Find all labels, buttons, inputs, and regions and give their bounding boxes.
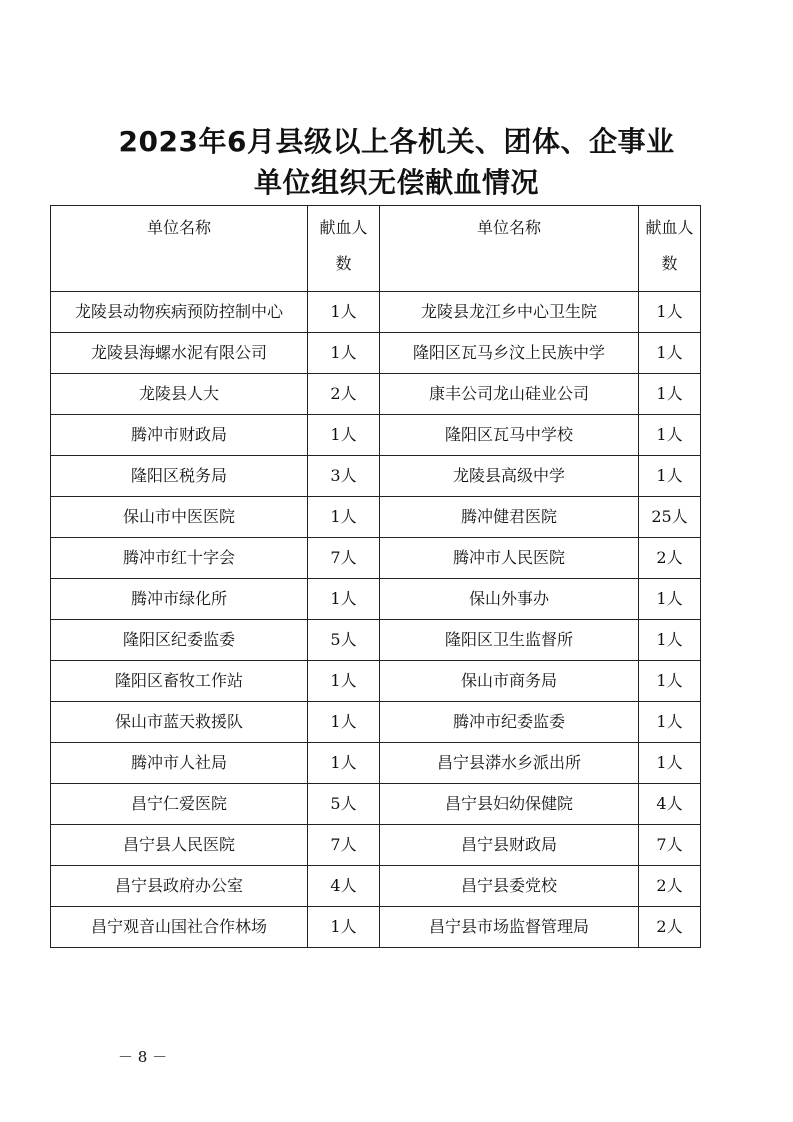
unit-name-left-cell: 昌宁观音山国社合作林场 <box>51 907 308 948</box>
donor-count-right-cell: 25人 <box>639 497 701 538</box>
donor-count-left-cell: 4人 <box>308 866 380 907</box>
donor-count-right-cell: 1人 <box>639 661 701 702</box>
donor-count-right-cell: 1人 <box>639 333 701 374</box>
table-row <box>51 292 701 333</box>
unit-name-right-cell: 昌宁县市场监督管理局 <box>380 907 639 948</box>
unit-name-left-cell: 保山市中医医院 <box>51 497 308 538</box>
unit-name-left-cell: 龙陵县人大 <box>51 374 308 415</box>
unit-name-left-cell: 昌宁县政府办公室 <box>51 866 308 907</box>
donor-count-right-cell: 1人 <box>639 374 701 415</box>
unit-name-right-cell: 昌宁县委党校 <box>380 866 639 907</box>
donor-count-right-cell: 7人 <box>639 825 701 866</box>
donor-count-right-cell: 1人 <box>639 702 701 743</box>
table-row <box>51 497 701 538</box>
unit-name-right-cell: 腾冲市人民医院 <box>380 538 639 579</box>
donor-count-left-cell: 1人 <box>308 907 380 948</box>
table-row <box>51 907 701 948</box>
unit-name-right-cell: 龙陵县高级中学 <box>380 456 639 497</box>
table-row <box>51 784 701 825</box>
donor-count-right-cell: 1人 <box>639 415 701 456</box>
table-row <box>51 620 701 661</box>
donor-count-left-cell: 7人 <box>308 825 380 866</box>
header-donor-count-left: 献血人数 <box>308 206 380 292</box>
donor-count-right-cell: 4人 <box>639 784 701 825</box>
table-row <box>51 866 701 907</box>
donor-count-left-cell: 1人 <box>308 661 380 702</box>
donor-count-left-cell: 5人 <box>308 620 380 661</box>
unit-name-right-cell: 龙陵县龙江乡中心卫生院 <box>380 292 639 333</box>
unit-name-right-cell: 昌宁县漭水乡派出所 <box>380 743 639 784</box>
donor-count-right-cell: 2人 <box>639 866 701 907</box>
donor-count-right-cell: 2人 <box>639 907 701 948</box>
donor-count-left-cell: 1人 <box>308 579 380 620</box>
page-number: － 8 － <box>118 1048 168 1066</box>
donor-count-left-cell: 1人 <box>308 292 380 333</box>
unit-name-left-cell: 隆阳区税务局 <box>51 456 308 497</box>
unit-name-left-cell: 腾冲市人社局 <box>51 743 308 784</box>
document-title-line-1: 2023年6月县级以上各机关、团体、企事业 <box>118 125 675 158</box>
header-unit-name-left: 单位名称 <box>51 206 308 292</box>
donor-count-left-cell: 1人 <box>308 497 380 538</box>
unit-name-right-cell: 康丰公司龙山硅业公司 <box>380 374 639 415</box>
donor-count-left-cell: 3人 <box>308 456 380 497</box>
table-row <box>51 743 701 784</box>
unit-name-left-cell: 昌宁县人民医院 <box>51 825 308 866</box>
unit-name-right-cell: 腾冲健君医院 <box>380 497 639 538</box>
unit-name-left-cell: 腾冲市红十字会 <box>51 538 308 579</box>
donor-count-right-cell: 1人 <box>639 579 701 620</box>
unit-name-left-cell: 隆阳区畜牧工作站 <box>51 661 308 702</box>
unit-name-right-cell: 腾冲市纪委监委 <box>380 702 639 743</box>
donor-count-left-cell: 5人 <box>308 784 380 825</box>
unit-name-right-cell: 昌宁县妇幼保健院 <box>380 784 639 825</box>
unit-name-right-cell: 隆阳区瓦马中学校 <box>380 415 639 456</box>
table-row <box>51 456 701 497</box>
donor-count-left-cell: 1人 <box>308 333 380 374</box>
donor-count-left-cell: 1人 <box>308 743 380 784</box>
donor-count-left-cell: 1人 <box>308 702 380 743</box>
header-donor-count-right: 献血人数 <box>639 206 701 292</box>
unit-name-left-cell: 腾冲市财政局 <box>51 415 308 456</box>
table-row <box>51 579 701 620</box>
donor-count-right-cell: 1人 <box>639 456 701 497</box>
unit-name-left-cell: 昌宁仁爱医院 <box>51 784 308 825</box>
unit-name-right-cell: 昌宁县财政局 <box>380 825 639 866</box>
document-title-line-2: 单位组织无偿献血情况 <box>253 166 539 199</box>
donor-count-left-cell: 1人 <box>308 415 380 456</box>
table-row <box>51 661 701 702</box>
unit-name-right-cell: 保山市商务局 <box>380 661 639 702</box>
donor-count-right-cell: 1人 <box>639 743 701 784</box>
blood-donation-table <box>50 205 701 948</box>
table-header-row <box>51 206 701 292</box>
table-row <box>51 415 701 456</box>
table-row <box>51 825 701 866</box>
unit-name-right-cell: 隆阳区卫生监督所 <box>380 620 639 661</box>
donor-count-right-cell: 1人 <box>639 292 701 333</box>
donor-count-left-cell: 2人 <box>308 374 380 415</box>
unit-name-right-cell: 隆阳区瓦马乡汶上民族中学 <box>380 333 639 374</box>
donor-count-right-cell: 1人 <box>639 620 701 661</box>
unit-name-right-cell: 保山外事办 <box>380 579 639 620</box>
unit-name-left-cell: 龙陵县动物疾病预防控制中心 <box>51 292 308 333</box>
table-row <box>51 374 701 415</box>
table-row <box>51 538 701 579</box>
donor-count-right-cell: 2人 <box>639 538 701 579</box>
unit-name-left-cell: 龙陵县海螺水泥有限公司 <box>51 333 308 374</box>
donor-count-left-cell: 7人 <box>308 538 380 579</box>
table-row <box>51 702 701 743</box>
unit-name-left-cell: 腾冲市绿化所 <box>51 579 308 620</box>
unit-name-left-cell: 隆阳区纪委监委 <box>51 620 308 661</box>
unit-name-left-cell: 保山市蓝天救援队 <box>51 702 308 743</box>
table-row <box>51 333 701 374</box>
header-unit-name-right: 单位名称 <box>380 206 639 292</box>
